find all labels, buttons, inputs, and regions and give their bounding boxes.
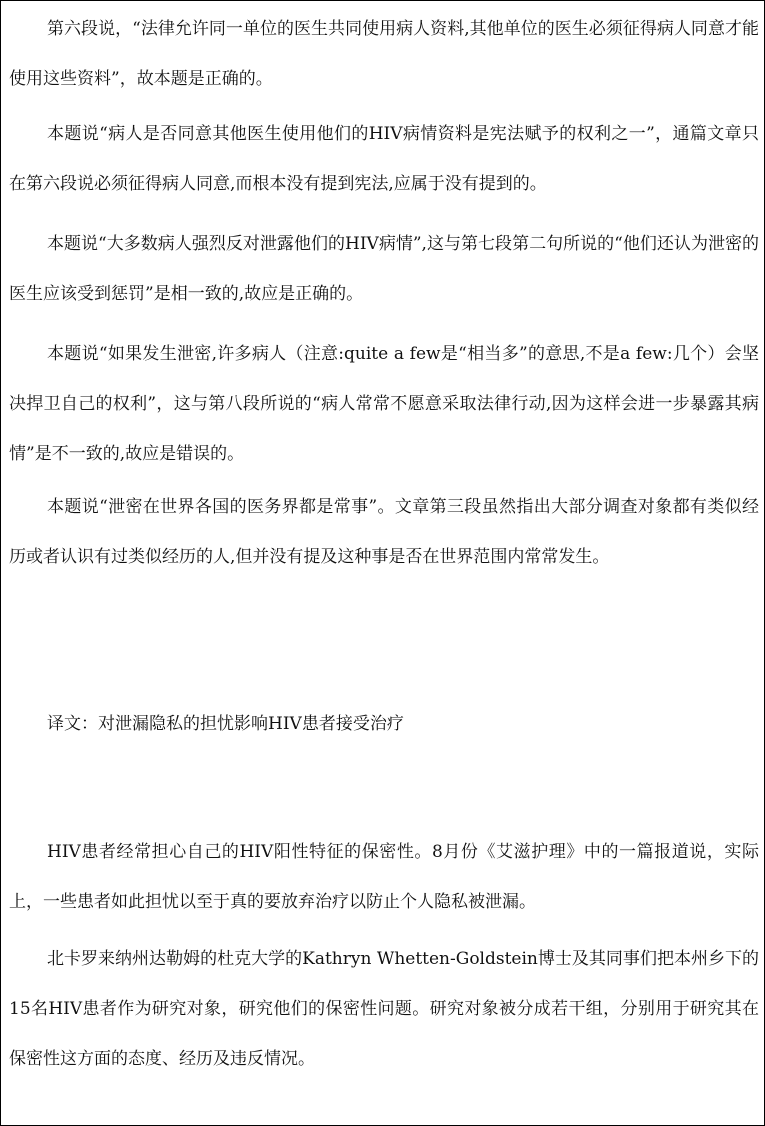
- translation-paragraph-1: HIV患者经常担心自己的HIV阳性特征的保密性。8月份《艾滋护理》中的一篇报道说，实际上，一些患者如此担忧以至于真的要放弃治疗以防止个人隐私被泄漏。: [9, 842, 759, 912]
- translation-title: 译文：对泄漏隐私的担忧影响HIV患者接受治疗: [47, 714, 404, 734]
- paragraph-5: 本题说“泄密在世界各国的医务界都是常事”。文章第三段虽然指出大部分调查对象都有类似经历或者认识有过类似经历的人,但并没有提及这种事是否在世界范围内常常发生。: [9, 497, 759, 567]
- paragraph-1: 第六段说，“法律允许同一单位的医生共同使用病人资料,其他单位的医生必须征得病人同意才能使用这些资料”，故本题是正确的。: [9, 19, 759, 89]
- translation-paragraph-2: 北卡罗来纳州达勒姆的杜克大学的Kathryn Whetten-Goldstein博士及其同事们把本州乡下的15名HIV患者作为研究对象，研究他们的保密性问题。研究对象被分成若干组，分别用于研究其在保密性这方面的态度、经历及违反情况。: [9, 949, 759, 1069]
- paragraph-2: 本题说“病人是否同意其他医生使用他们的HIV病情资料是宪法赋予的权利之一”，通篇文章只在第六段说必须征得病人同意,而根本没有提到宪法,应属于没有提到的。: [9, 124, 759, 194]
- paragraph-3: 本题说“大多数病人强烈反对泄露他们的HIV病情”,这与第七段第二句所说的“他们还认为泄密的医生应该受到惩罚”是相一致的,故应是正确的。: [9, 234, 759, 304]
- paragraph-4: 本题说“如果发生泄密,许多病人（注意:quite a few是“相当多”的意思,不是a few:几个）会坚决捍卫自己的权利”，这与第八段所说的“病人常常不愿意采取法律行动,因为这样会进一步暴露其病情”是不一致的,故应是错误的。: [9, 344, 759, 464]
